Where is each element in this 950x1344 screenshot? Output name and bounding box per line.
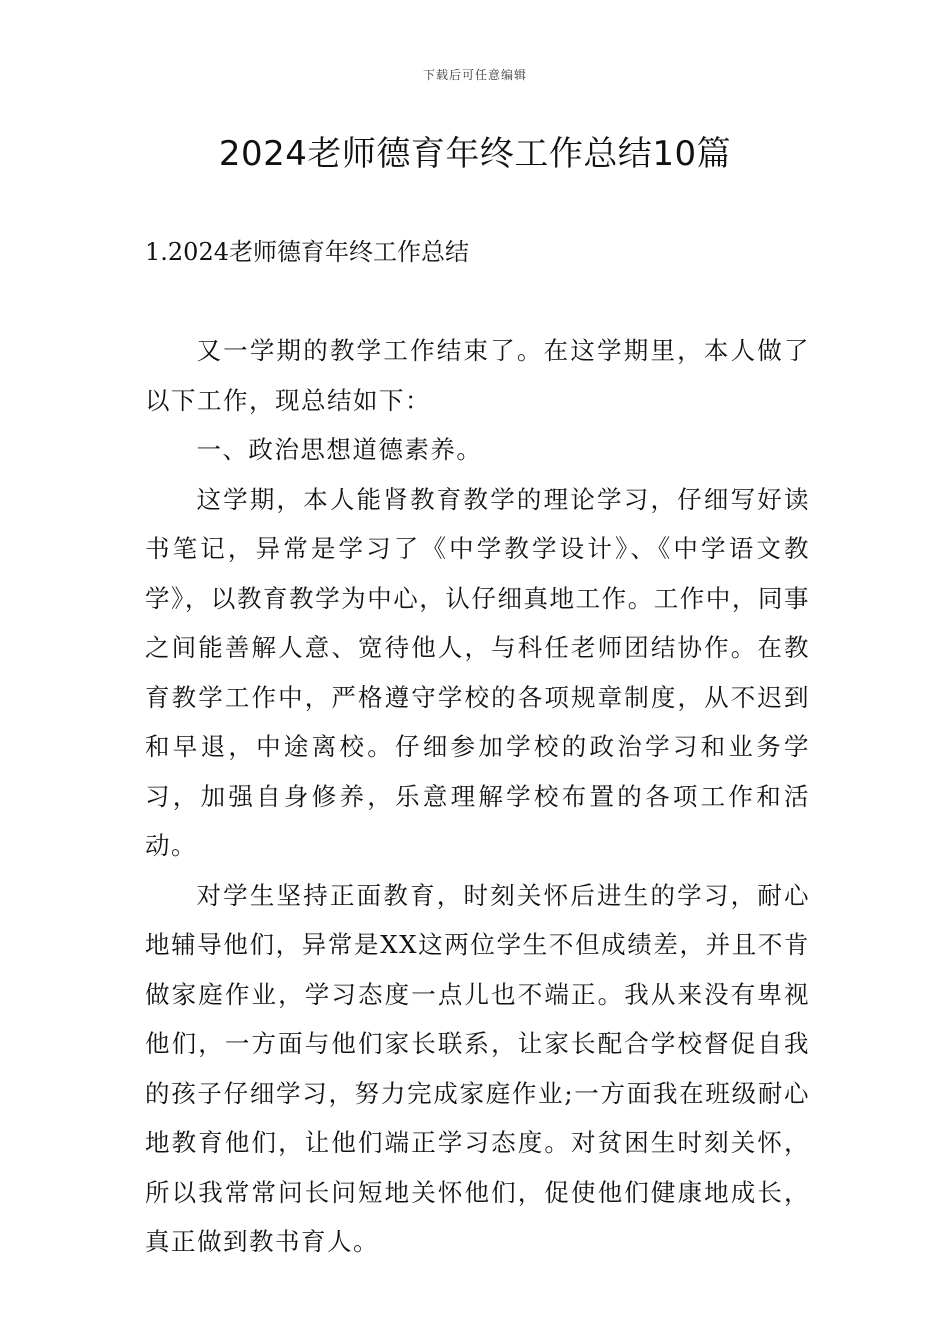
header-note: 下载后可任意编辑 — [422, 68, 527, 82]
document-body — [145, 326, 810, 1267]
document-title: 2024老师德育年终工作总结10篇 — [218, 134, 732, 174]
paragraph-intro: 又一学期的教学工作结束了。在这学期里，本人做了以下工作，现总结如下： — [145, 336, 810, 415]
paragraph-subheading: 一、政治思想道德素养。 — [196, 435, 483, 464]
section-heading: 1.2024老师德育年终工作总结 — [145, 238, 469, 266]
paragraph-students: 对学生坚持正面教育，时刻关怀后进生的学习，耐心地辅导他们，异常是XX这两位学生不但成绩差，并且不肯做家庭作业，学习态度一点儿也不端正。我从来没有卑视他们，一方面与他们家长联系，让家长配合学校督促自我的孩子仔细学习，努力完成家庭作业;一方面我在班级耐心地教育他们，让他们端正学习态度。对贫困生时刻关怀，所以我常常问长问短地关怀他们，促使他们健康地成长，真正做到教书育人。 — [145, 880, 810, 1256]
paragraph-study: 这学期，本人能肾教育教学的理论学习，仔细写好读书笔记，异常是学习了《中学教学设计》、《中学语文教学》，以教育教学为中心，认仔细真地工作。工作中，同事之间能善解人意、宽待他人，与科任老师团结协作。在教育教学工作中，严格遵守学校的各项规章制度，从不迟到和早退，中途离校。仔细参加学校的政治学习和业务学习，加强自身修养，乐意理解学校布置的各项工作和活动。 — [145, 484, 810, 860]
